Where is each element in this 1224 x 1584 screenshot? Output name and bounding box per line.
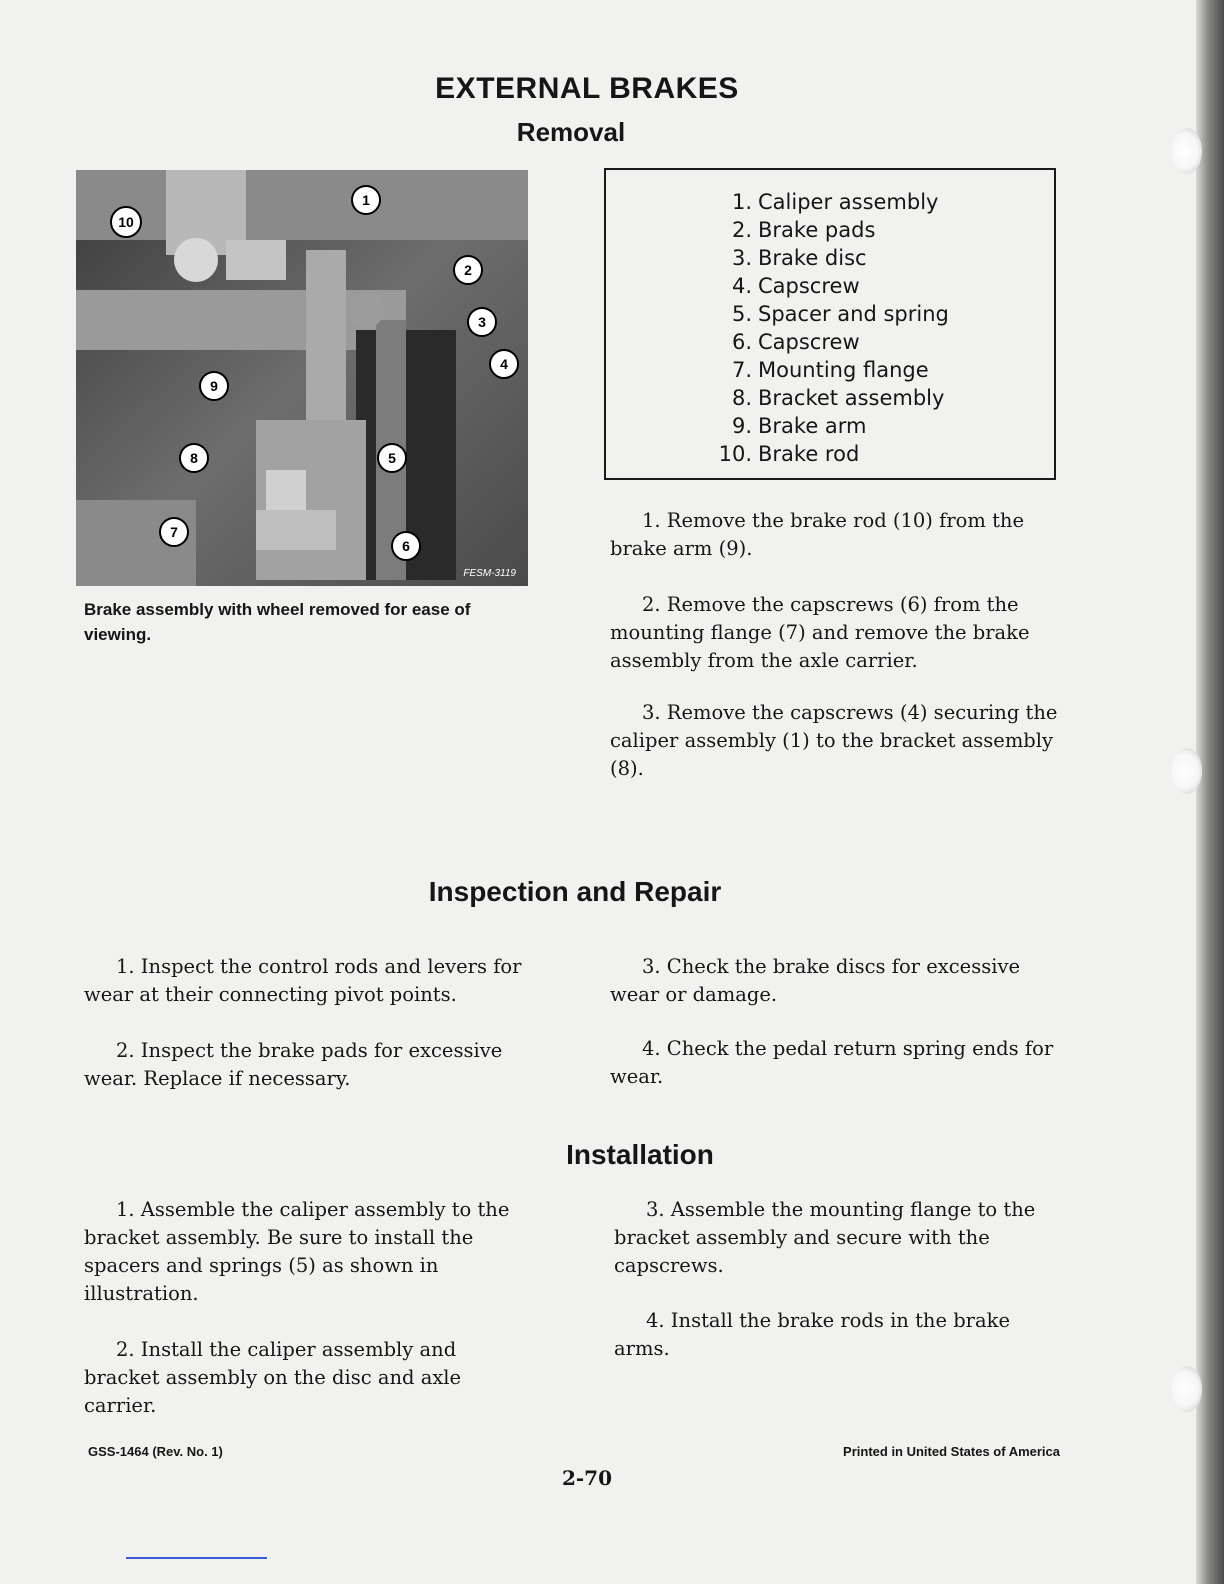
svg-text:2: 2: [464, 262, 472, 278]
legend-item: [606, 384, 1054, 412]
legend-item: [606, 356, 1054, 384]
installation-step-4: 4. Install the brake rods in the brake arms.: [614, 1309, 1010, 1360]
punch-hole-middle: [1172, 748, 1202, 794]
legend-item-number: 9.: [731, 414, 752, 438]
callout-10: [111, 207, 141, 237]
inspection-step-1: 1. Inspect the control rods and levers for wear at their connecting pivot points.: [84, 955, 522, 1006]
callout-2: [454, 256, 482, 284]
figure-caption: Brake assembly with wheel removed for ease of viewing.: [84, 600, 471, 644]
svg-text:9: 9: [210, 378, 218, 394]
legend-item-label: Mounting flange: [758, 358, 929, 382]
callout-4: [490, 350, 518, 378]
svg-text:7: 7: [170, 524, 178, 540]
svg-text:1: 1: [362, 192, 370, 208]
svg-text:5: 5: [388, 450, 396, 466]
legend-item-label: Spacer and spring: [758, 302, 949, 326]
page-title: EXTERNAL BRAKES: [435, 72, 739, 105]
removal-step-3: 3. Remove the capscrews (4) securing the caliper assembly (1) to the bracket assembly (8).: [610, 701, 1058, 780]
legend-item-label: Brake arm: [758, 414, 867, 438]
parts-legend: [604, 168, 1056, 480]
legend-item-number: 7.: [731, 358, 752, 382]
legend-item-number: 5.: [731, 302, 752, 326]
legend-item-label: Caliper assembly: [758, 190, 939, 214]
svg-text:3: 3: [478, 314, 486, 330]
section-heading-installation: Installation: [566, 1139, 714, 1170]
callout-8: [180, 444, 208, 472]
legend-item-label: Brake disc: [758, 246, 867, 270]
inspection-step-4: 4. Check the pedal return spring ends for wear.: [610, 1037, 1054, 1088]
legend-item: [606, 216, 1054, 244]
inspection-step-3: 3. Check the brake discs for excessive wear or damage.: [610, 955, 1021, 1006]
legend-item: [606, 300, 1054, 328]
installation-step-2: 2. Install the caliper assembly and bracket assembly on the disc and axle carrier.: [84, 1338, 462, 1417]
punch-hole-top: [1172, 128, 1202, 174]
legend-item: [606, 244, 1054, 272]
legend-item-number: 2.: [731, 218, 752, 242]
svg-text:10: 10: [118, 214, 134, 230]
brake-assembly-photo: [76, 170, 528, 586]
page-number: 2-70: [561, 1466, 613, 1490]
callout-5: [378, 444, 406, 472]
punch-hole-bottom: [1172, 1366, 1202, 1412]
callout-6: [392, 532, 420, 560]
callout-3: [468, 308, 496, 336]
removal-step-2: 2. Remove the capscrews (6) from the mounting flange (7) and remove the brake assembly from the axle carrier.: [610, 593, 1030, 672]
legend-item-number: 10.: [718, 442, 752, 466]
document-id: GSS-1464 (Rev. No. 1): [88, 1444, 223, 1459]
installation-step-1: 1. Assemble the caliper assembly to the bracket assembly. Be sure to install the spacers and springs (5) as shown in illustration.: [84, 1198, 510, 1305]
callout-9: [200, 372, 228, 400]
legend-item-number: 4.: [731, 274, 752, 298]
legend-item-number: 1.: [731, 190, 752, 214]
callout-7: [160, 518, 188, 546]
figure-code: FESM-3119: [463, 568, 516, 579]
legend-item: [606, 328, 1054, 356]
callout-1: [352, 186, 380, 214]
page-edge-shadow: [1196, 0, 1224, 1584]
svg-text:6: 6: [402, 538, 410, 554]
svg-text:8: 8: [190, 450, 198, 466]
section-heading-removal: Removal: [516, 117, 626, 147]
legend-item: [606, 188, 1054, 216]
printed-notice: Printed in United States of America: [843, 1444, 1060, 1459]
legend-item-label: Brake rod: [758, 442, 860, 466]
legend-item-number: 8.: [731, 386, 752, 410]
section-heading-inspection: Inspection and Repair: [428, 876, 722, 907]
installation-step-3: 3. Assemble the mounting flange to the bracket assembly and secure with the capscrews.: [614, 1198, 1036, 1277]
legend-item: [606, 272, 1054, 300]
legend-item: [606, 412, 1054, 440]
inspection-step-2: 2. Inspect the brake pads for excessive wear. Replace if necessary.: [84, 1039, 503, 1090]
legend-item: [606, 440, 1054, 468]
blue-rule: [126, 1557, 267, 1559]
legend-item-label: Capscrew: [758, 274, 860, 298]
legend-item-label: Brake pads: [758, 218, 876, 242]
removal-step-1: 1. Remove the brake rod (10) from the brake arm (9).: [610, 509, 1025, 560]
svg-text:4: 4: [500, 356, 508, 372]
legend-item-label: Capscrew: [758, 330, 860, 354]
legend-item-label: Bracket assembly: [758, 386, 945, 410]
legend-item-number: 6.: [731, 330, 752, 354]
legend-item-number: 3.: [731, 246, 752, 270]
